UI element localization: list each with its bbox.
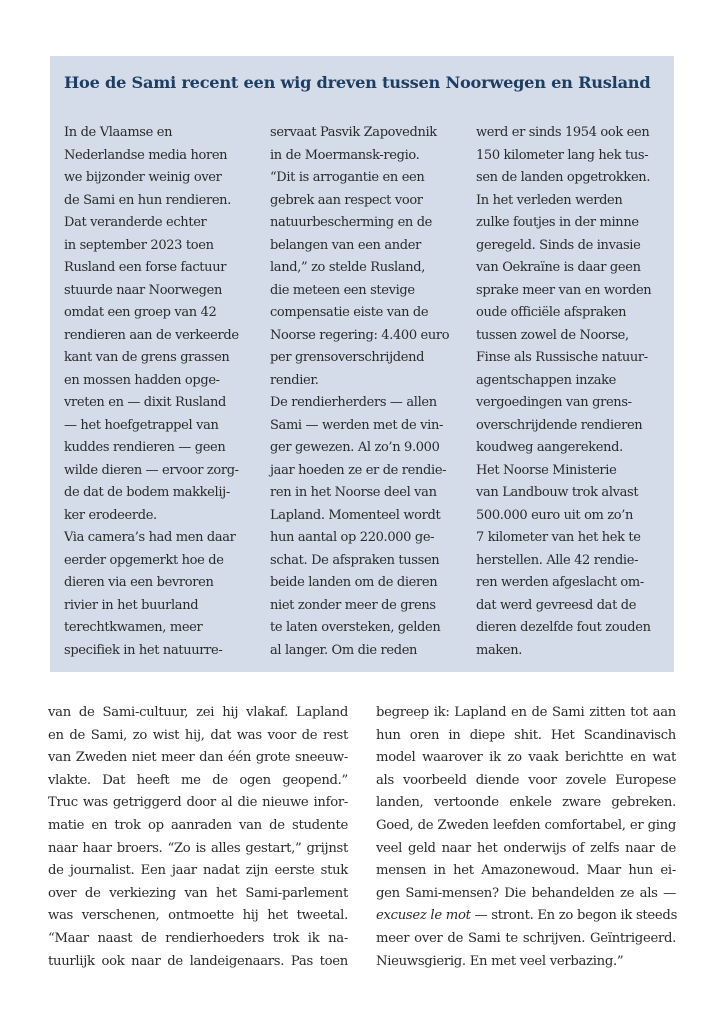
text-line: terechtkwamen, meer xyxy=(64,620,203,635)
body-right-end-lines xyxy=(376,928,676,973)
text-line: ren in het Noorse deel van xyxy=(270,485,437,500)
text-line: In de Vlaamse en xyxy=(64,125,173,140)
text-line: beide landen om de dieren xyxy=(270,575,438,590)
text-line: Rusland een forse factuur xyxy=(64,260,227,275)
text-line: van Landbouw trok alvast xyxy=(476,485,639,500)
text-line: in de Moermansk-regio. xyxy=(270,147,420,163)
text-line: vreten en — dixit Rusland xyxy=(64,395,227,410)
text-line: compensatie eiste van de xyxy=(270,305,429,320)
text-line: Truc was getriggerd door al die nieuwe infor- xyxy=(48,795,348,811)
text-line: Dat veranderde echter xyxy=(64,215,207,230)
text-line: Noorse regering: 4.400 euro xyxy=(270,327,450,343)
text-line: we bijzonder weinig over xyxy=(64,170,222,185)
text-line: stuurde naar Noorwegen xyxy=(64,282,222,298)
text-line: en de Sami, zo wist hij, dat was voor de rest xyxy=(48,727,348,743)
text-line: van Oekraïne is daar geen xyxy=(476,260,641,275)
text-line: rivier in het buurland xyxy=(64,597,199,613)
text-line: in september 2023 toen xyxy=(64,237,214,253)
sidebar-column-3 xyxy=(476,122,676,662)
text-line: al langer. Om die reden xyxy=(270,642,418,658)
text-line: oude officiële afspraken xyxy=(476,305,627,320)
sidebar-box xyxy=(50,56,674,672)
text-line: overschrijdende rendieren xyxy=(476,417,643,433)
text-line: model waarover ik zo vaak berichtte en wat xyxy=(376,750,676,766)
text-line: Nederlandse media horen xyxy=(64,147,228,163)
body-column-left xyxy=(48,702,348,973)
text-line: rendieren aan de verkeerde xyxy=(64,327,239,343)
text-line: Finse als Russische natuur- xyxy=(476,350,648,365)
text-line: Sami — werden met de vin- xyxy=(270,417,444,433)
text-line: “Dit is arrogantie en een xyxy=(270,170,425,185)
sidebar-column-2 xyxy=(270,122,470,662)
text-line: herstellen. Alle 42 rendie- xyxy=(476,552,639,568)
text-line: omdat een groep van 42 xyxy=(64,305,217,320)
text-line: agentschappen inzake xyxy=(476,372,616,388)
text-line: Goed, de Zweden leefden comfortabel, er ging xyxy=(376,817,676,833)
text-line: Het Noorse Ministerie xyxy=(476,462,617,478)
text-line: dieren dezelfde fout zouden xyxy=(476,620,651,635)
text-line: en mossen hadden opge- xyxy=(64,372,220,388)
text-line: begreep ik: Lapland en de Sami zitten tot aan xyxy=(376,705,676,720)
text-line: was verschenen, ontmoette hij het tweetal. xyxy=(48,908,348,924)
text-line: eerder opgemerkt hoe de xyxy=(64,552,224,568)
text-line: natuurbescherming en de xyxy=(270,215,433,230)
text-line: de dat de bodem makkelij- xyxy=(64,485,230,500)
italic-phrase: excusez le mot xyxy=(376,908,471,924)
text-line: tuurlijk ook naar de landeigenaars. Pas toen xyxy=(48,953,348,969)
text-line: van de Sami-cultuur, zei hij vlakaf. Lapland xyxy=(48,705,348,720)
text-line: maken. xyxy=(476,642,523,658)
text-line: vergoedingen van grens- xyxy=(476,395,632,410)
text-line: per grensoverschrijdend xyxy=(270,350,425,365)
text-line: hun oren in diepe shit. Het Scandinavisch xyxy=(376,727,676,743)
text-line: 500.000 euro uit om zo’n xyxy=(476,507,634,523)
text-line: 7 kilometer van het hek te xyxy=(476,530,641,545)
sidebar-column-1 xyxy=(64,122,264,662)
text-line: specifiek in het natuurre- xyxy=(64,642,223,658)
text-line: servaat Pasvik Zapovednik xyxy=(270,125,437,140)
text-line: “Maar naast de rendierhoeders trok ik na- xyxy=(48,930,348,946)
text-line: De rendierherders — allen xyxy=(270,395,437,410)
text-line: sprake meer van en worden xyxy=(476,282,652,298)
text-line: over de verkiezing van het Sami-parlement xyxy=(48,885,348,901)
text-line: Lapland. Momenteel wordt xyxy=(270,507,441,523)
text-line: naar haar broers. “Zo is alles gestart,” grijnst xyxy=(48,840,348,856)
body-line-italic xyxy=(376,905,676,928)
text-line: belangen van een ander xyxy=(270,237,421,253)
text-line: de journalist. Een jaar nadat zijn eerste stuk xyxy=(48,863,348,879)
text-line: kuddes rendieren — geen xyxy=(64,440,226,455)
text-line: hun aantal op 220.000 ge- xyxy=(270,530,435,545)
text-line: vlakte. Dat heeft me de ogen geopend.” xyxy=(48,772,348,788)
italic-line-rest: — stront. En zo begon ik steeds xyxy=(470,908,678,924)
text-line: In het verleden werden xyxy=(476,192,623,208)
text-line: rendier. xyxy=(270,372,319,388)
text-line: van Zweden niet meer dan één grote sneeuw- xyxy=(48,750,348,766)
text-line: ger gewezen. Al zo’n 9.000 xyxy=(270,440,440,455)
text-line: kant van de grens grassen xyxy=(64,350,230,365)
text-line: die meteen een stevige xyxy=(270,282,415,298)
body-column-right xyxy=(376,702,676,973)
text-line: meer over de Sami te schrijven. Geïntrigeerd. xyxy=(376,930,676,946)
sidebar-box-title: Hoe de Sami recent een wig dreven tussen Noorwegen en Rusland xyxy=(64,73,651,92)
text-line: mensen in het Amazonewoud. Maar hun ei- xyxy=(376,863,676,879)
text-line: dieren via een bevroren xyxy=(64,575,214,590)
text-line: koudweg aangerekend. xyxy=(476,440,623,455)
text-line: wilde dieren — ervoor zorg- xyxy=(64,462,239,478)
text-line: schat. De afspraken tussen xyxy=(270,552,440,568)
text-line: veel geld naar het onderwijs of zelfs naar de xyxy=(376,840,676,856)
text-line: dat werd gevreesd dat de xyxy=(476,597,637,613)
text-line: de Sami en hun rendieren. xyxy=(64,192,231,208)
text-line: 150 kilometer lang hek tus- xyxy=(476,147,649,163)
text-line: matie en trok op aanraden van de studente xyxy=(48,817,348,833)
text-line: gen Sami-mensen? Die behandelden ze als — xyxy=(376,885,676,901)
text-line: tussen zowel de Noorse, xyxy=(476,327,629,343)
text-line: zulke foutjes in der minne xyxy=(476,215,639,230)
text-line: sen de landen opgetrokken. xyxy=(476,170,651,185)
text-line: Nieuwsgierig. En met veel verbazing.” xyxy=(376,953,624,969)
text-line: als voorbeeld diende voor zovele Europese xyxy=(376,772,676,788)
text-line: werd er sinds 1954 ook een xyxy=(476,125,650,140)
text-line: te laten oversteken, gelden xyxy=(270,620,441,635)
text-line: ker erodeerde. xyxy=(64,507,157,523)
text-line: gebrek aan respect voor xyxy=(270,192,423,208)
text-line: ren werden afgeslacht om- xyxy=(476,575,644,590)
text-line: landen, vertoonde enkele zware gebreken. xyxy=(376,795,676,811)
body-right-lines xyxy=(376,702,676,905)
text-line: land,” zo stelde Rusland, xyxy=(270,260,426,275)
text-line: — het hoefgetrappel van xyxy=(64,417,219,433)
text-line: niet zonder meer de grens xyxy=(270,597,436,613)
text-line: geregeld. Sinds de invasie xyxy=(476,237,641,253)
text-line: jaar hoeden ze er de rendie- xyxy=(270,462,447,478)
text-line: Via camera’s had men daar xyxy=(64,530,236,545)
